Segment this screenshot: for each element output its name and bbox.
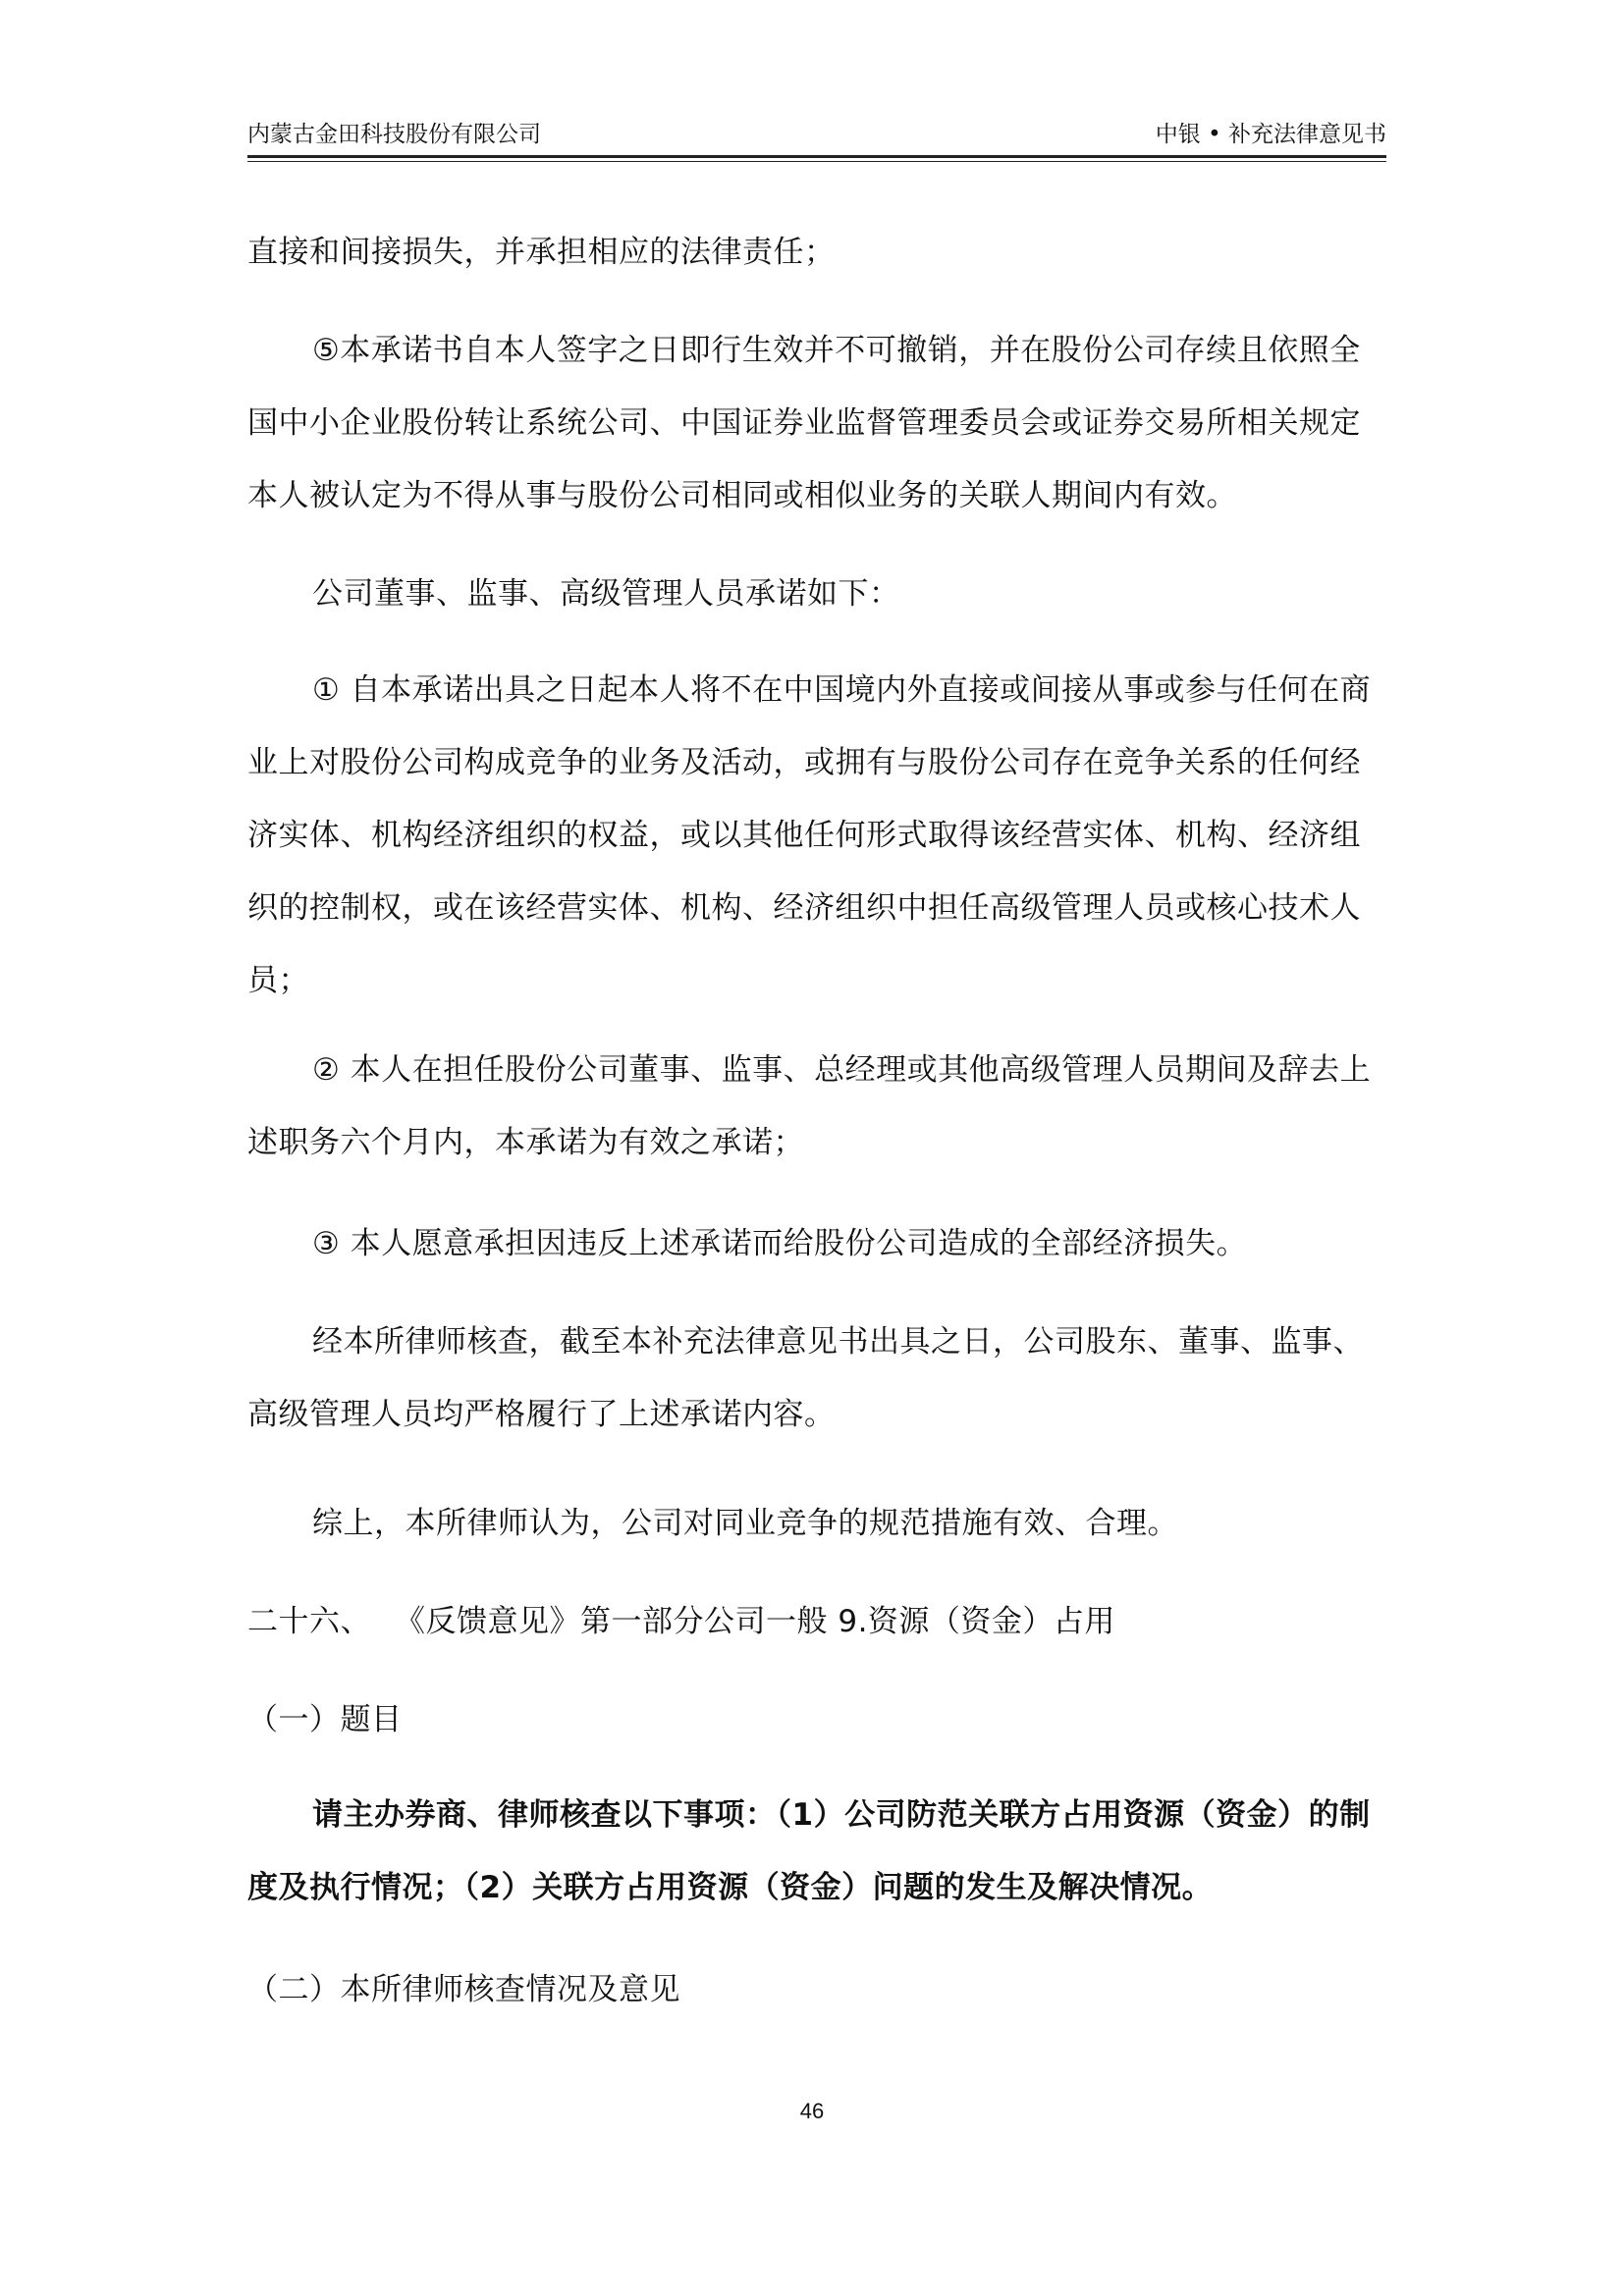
- page-number: 46: [799, 2099, 825, 2123]
- question-text: 请主办券商、律师核查以下事项：（1）公司防范关联方占用资源（资金）的制度及执行情况；（2）关联方占用资源（资金）问题的发生及解决情况。: [247, 1797, 1371, 1905]
- paragraph-commitment-3: ③ 本人愿意承担因违反上述承诺而给股份公司造成的全部经济损失。: [312, 1226, 1248, 1261]
- section-heading: [247, 1585, 1386, 1658]
- section-number: 二十六、: [247, 1604, 371, 1639]
- paragraph-commitment-5: ⑤本承诺书自本人签字之日即行生效并不可撤销，并在股份公司存续且依照全国中小企业股份转让系统公司、中国证券业监督管理委员会或证券交易所相关规定本人被认定为不得从事与股份公司相同或相似业务的关联人期间内有效。: [247, 333, 1361, 513]
- paragraph-verification: 经本所律师核查，截至本补充法律意见书出具之日，公司股东、董事、监事、高级管理人员均严格履行了上述承诺内容。: [247, 1324, 1364, 1432]
- header-company-name: 内蒙古金田科技股份有限公司: [247, 122, 541, 147]
- paragraph-commitment-1: ① 自本承诺出具之日起本人将不在中国境内外直接或间接从事或参与任何在商业上对股份公司构成竞争的业务及活动，或拥有与股份公司存在竞争关系的任何经济实体、机构经济组织的权益，或以其他任何形式取得该经营实体、机构、经济组织的控制权，或在该经营实体、机构、经济组织中担任高级管理人员或核心技术人员；: [247, 672, 1372, 998]
- subheading-findings: （二）本所律师核查情况及意见: [247, 1972, 680, 2007]
- page-header: [247, 114, 1386, 158]
- paragraph-conclusion: 综上，本所律师认为，公司对同业竞争的规范措施有效、合理。: [312, 1506, 1178, 1541]
- paragraph-continued: 直接和间接损失，并承担相应的法律责任；: [247, 235, 836, 270]
- paragraph-commitment-2: ② 本人在担任股份公司董事、监事、总经理或其他高级管理人员期间及辞去上述职务六个月内，本承诺为有效之承诺；: [247, 1052, 1372, 1160]
- paragraph-directors-intro: 公司董事、监事、高级管理人员承诺如下：: [312, 576, 900, 612]
- section-title: 《反馈意见》第一部分公司一般 9.资源（资金）占用: [395, 1604, 1115, 1639]
- header-divider: [247, 161, 1386, 162]
- subheading-question: （一）题目: [247, 1702, 403, 1737]
- header-document-title: 中银 • 补充法律意见书: [1155, 122, 1386, 147]
